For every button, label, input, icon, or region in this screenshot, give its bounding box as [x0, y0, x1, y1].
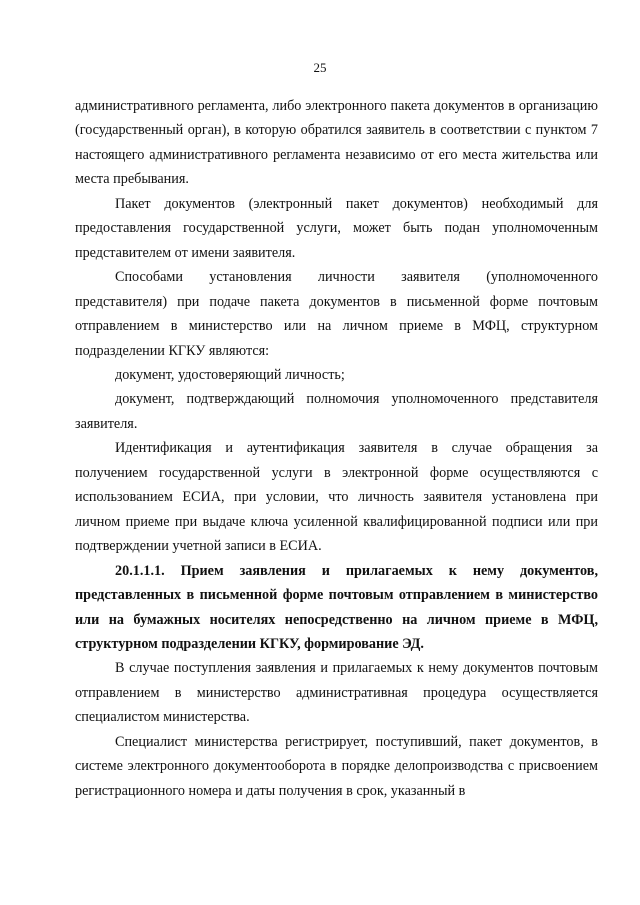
page-number: 25 — [313, 60, 327, 75]
paragraph-registration: Специалист министерства регистрирует, поступивший, пакет документов, в системе электронного документооборота в порядке делопроизводства с присвоением регистрационного номера и даты получения в срок, указанный в — [75, 733, 598, 799]
paragraph-representative: Пакет документов (электронный пакет документов) необходимый для предоставления государственной услуги, может быть подан уполномоченным представителем от имени заявителя. — [75, 195, 598, 261]
paragraph-identification-methods: Способами установления личности заявителя (уполномоченного представителя) при подаче пакета документов в письменной форме почтовым отправлением в министерство или на личном приеме в МФЦ, структурном подразделении КГКУ являются: — [75, 269, 598, 359]
list-item-authority-document: документ, подтверждающий полномочия уполномоченного представителя заявителя. — [75, 391, 598, 432]
section-heading-20-1-1-1: 20.1.1.1. Прием заявления и прилагаемых к нему документов, представленных в письменной форме почтовым отправлением в министерство или на бумажных носителях непосредственно на личном приеме в МФЦ, структурном подразделении КГКУ, формирование ЭД. — [75, 562, 598, 652]
paragraph-continuation: административного регламента, либо электронного пакета документов в организацию (государственный орган), в которую обратился заявитель в соответствии с пунктом 7 настоящего административного регламента независимо от его места жительства или места пребывания. — [75, 98, 598, 188]
document-body — [75, 94, 598, 803]
paragraph-esia-authentication: Идентификация и аутентификация заявителя в случае обращения за получением государственной услуги в электронной форме осуществляются с использованием ЕСИА, при условии, что личность заявителя установлена при личном приеме при выдаче ключа усиленной квалифицированной подписи или при подтверждении учетной записи в ЕСИА. — [75, 440, 598, 555]
paragraph-postal-receipt: В случае поступления заявления и прилагаемых к нему документов почтовым отправлением в министерство административная процедура осуществляется специалистом министерства. — [75, 660, 598, 726]
list-item-identity-document: документ, удостоверяющий личность; — [115, 366, 345, 383]
